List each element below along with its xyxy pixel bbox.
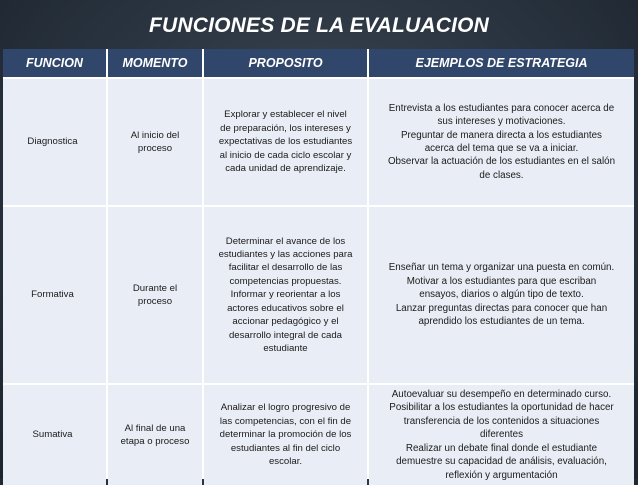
cell-proposito-sumativa: Analizar el logro progresivo de las competencias, con el fin de determinar la promoción de los estudiantes al fin del ciclo escolar.	[204, 385, 367, 485]
cell-momento-formativa: Durante el proceso	[108, 207, 202, 383]
header-ejemplos: EJEMPLOS DE ESTRATEGIA	[369, 49, 634, 77]
cell-proposito-diagnostica: Explorar y establecer el nivel de preparación, los intereses y expectativas de los estudiantes al inicio de cada ciclo escolar y cada unidad de aprendizaje.	[204, 79, 367, 205]
cell-proposito-formativa: Determinar el avance de los estudiantes y las acciones para facilitar el desarrollo de las competencias propuestas. Informar y reorientar a los actores educativos sobre el accionar pedagógico y el desarrollo integral de cada estudiante	[204, 207, 367, 383]
cell-ejemplos-sumativa: Autoevaluar su desempeño en determinado curso. Posibilitar a los estudiantes la oportunidad de hacer transferencia de los contenidos a situaciones diferentes Realizar un debate final donde el estudiante demuestre su capacidad de análisis, evaluación, reflexión y argumentación	[369, 385, 634, 485]
cell-momento-sumativa: Al final de una etapa o proceso	[108, 385, 202, 485]
cell-funcion-diagnostica: Diagnostica	[3, 79, 106, 205]
page-title: FUNCIONES DE LA EVALUACION	[148, 14, 490, 37]
cell-momento-diagnostica: Al inicio del proceso	[108, 79, 202, 205]
header-funcion: FUNCION	[3, 49, 106, 77]
cell-ejemplos-formativa: Enseñar un tema y organizar una puesta en común. Motivar a los estudiantes para que escriban ensayos, diarios o algún tipo de texto. Lanzar preguntas directas para conocer que han aprendido los estudiantes de un tema.	[369, 207, 634, 383]
cell-funcion-formativa: Formativa	[3, 207, 106, 383]
header-proposito: PROPOSITO	[204, 49, 367, 77]
cell-ejemplos-diagnostica: Entrevista a los estudiantes para conocer acerca de sus intereses y motivaciones. Preguntar de manera directa a los estudiantes acerca del tema que se va a iniciar. Observar la actuación de los estudiantes en el salón de clases.	[369, 79, 634, 205]
cell-funcion-sumativa: Sumativa	[3, 385, 106, 485]
header-momento: MOMENTO	[108, 49, 202, 77]
evaluation-functions-table	[3, 49, 634, 479]
